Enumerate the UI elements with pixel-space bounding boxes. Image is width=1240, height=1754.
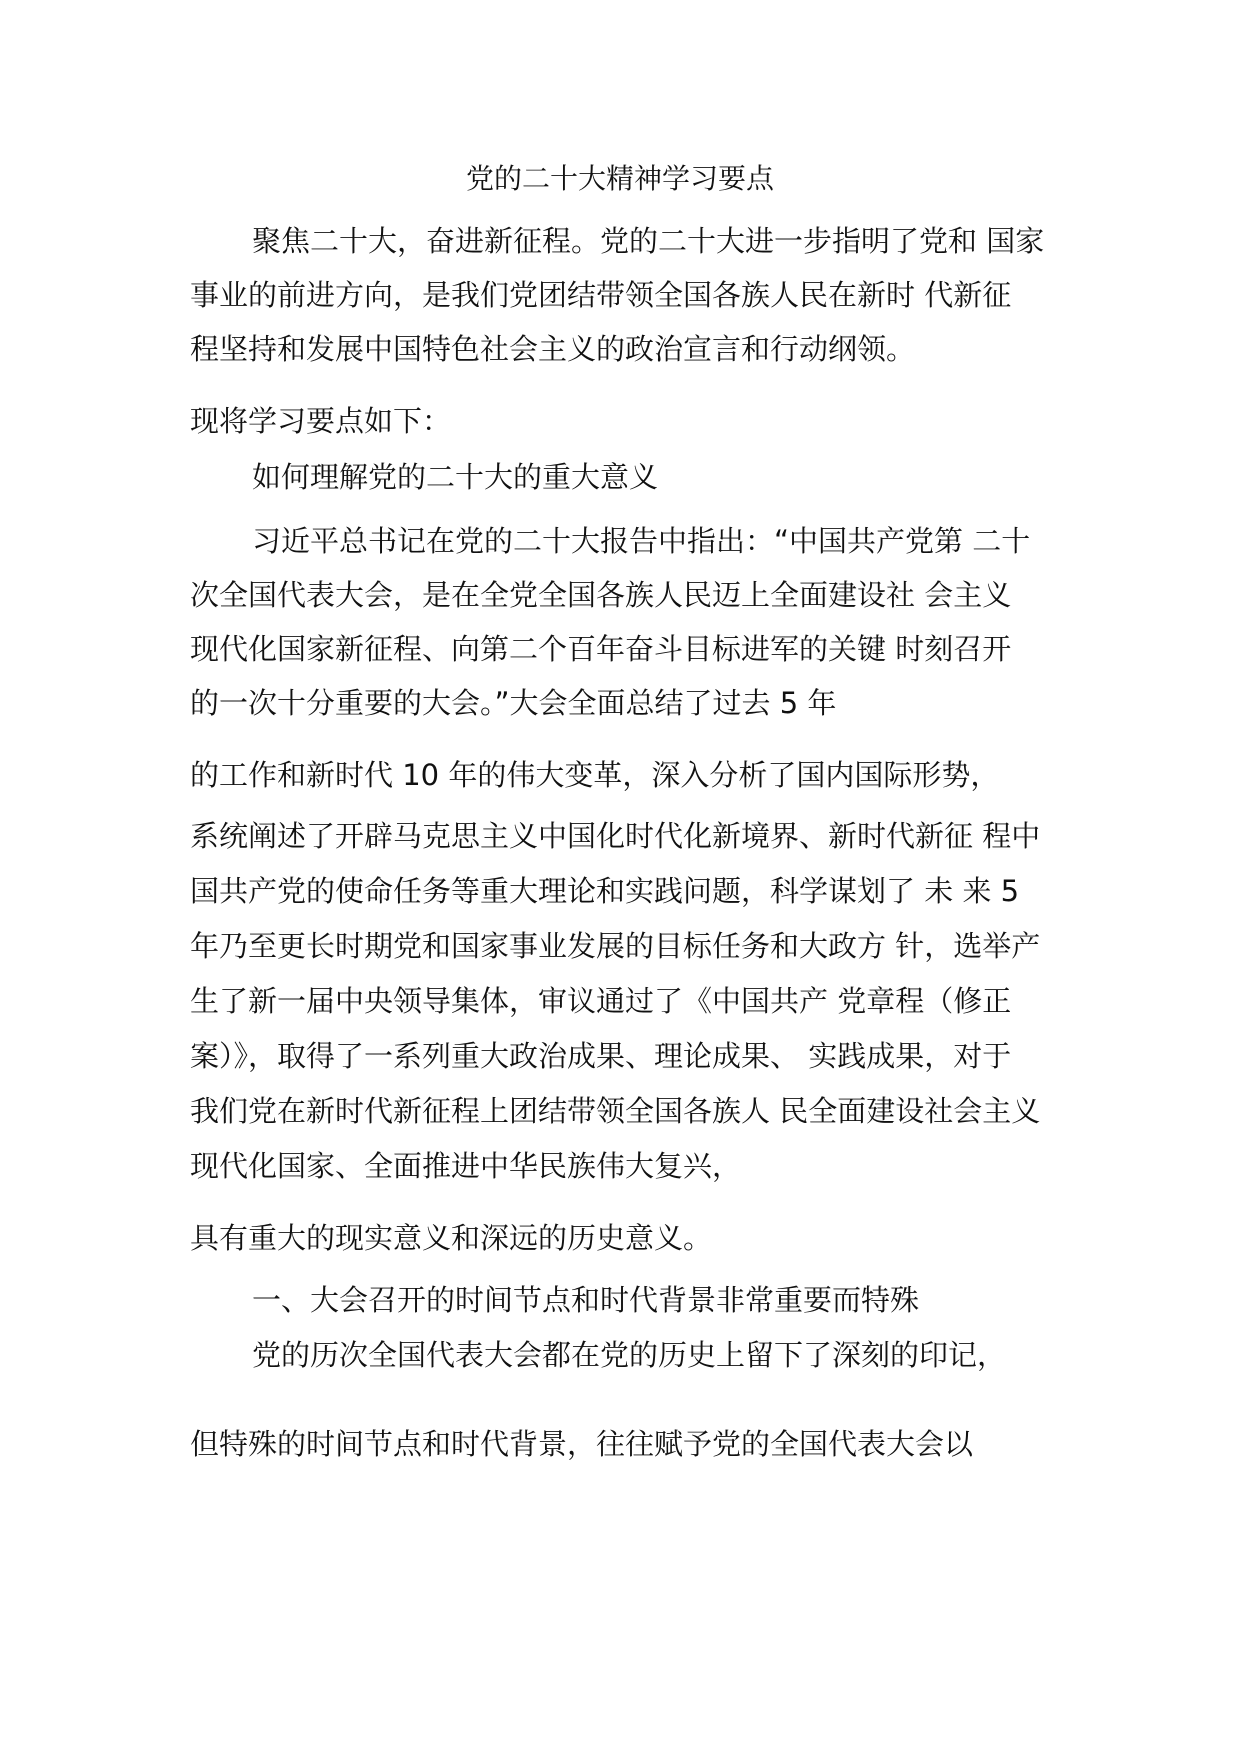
paragraph-line: 系统阐述了开辟马克思主义中国化时代化新境界、新时代新征 程中 — [190, 819, 1041, 853]
paragraph-line: 生了新一届中央领导集体，审议通过了《中国共产 党章程（修正 — [190, 984, 1012, 1018]
paragraph-line: 的工作和新时代 10 年的伟大变革，深入分析了国内国际形势， — [190, 758, 1000, 792]
paragraph-line: 事业的前进方向，是我们党团结带领全国各族人民在新时 代新征 — [190, 278, 1012, 312]
paragraph-line: 年乃至更长时期党和国家事业发展的目标任务和大政方 针，选举产 — [190, 929, 1041, 963]
paragraph-line: 次全国代表大会，是在全党全国各族人民迈上全面建设社 会主义 — [190, 578, 1012, 612]
paragraph-line: 案）》，取得了一系列重大政治成果、理论成果、 实践成果，对于 — [190, 1039, 1012, 1073]
paragraph-line: 的一次十分重要的大会。”大会全面总结了过去 5 年 — [190, 686, 837, 720]
section-heading: 一、大会召开的时间节点和时代背景非常重要而特殊 — [252, 1283, 920, 1317]
paragraph-line: 现将学习要点如下： — [190, 404, 452, 438]
paragraph-line: 习近平总书记在党的二十大报告中指出：“中国共产党第 二十 — [252, 524, 1031, 558]
paragraph-line: 聚焦二十大，奋进新征程。党的二十大进一步指明了党和 国家 — [252, 224, 1045, 258]
paragraph-line: 党的历次全国代表大会都在党的历史上留下了深刻的印记， — [252, 1338, 1007, 1372]
paragraph-line: 我们党在新时代新征程上团结带领全国各族人 民全面建设社会主义 — [190, 1094, 1041, 1128]
paragraph-line: 具有重大的现实意义和深远的历史意义。 — [190, 1221, 713, 1255]
document-title: 党的二十大精神学习要点 — [465, 162, 774, 195]
paragraph-line: 现代化国家新征程、向第二个百年奋斗目标进军的关键 时刻召开 — [190, 632, 1012, 666]
paragraph-line: 程坚持和发展中国特色社会主义的政治宣言和行动纲领。 — [190, 332, 916, 366]
section-heading: 如何理解党的二十大的重大意义 — [252, 460, 659, 494]
paragraph-line: 国共产党的使命任务等重大理论和实践问题，科学谋划了 未 来 5 — [190, 874, 1020, 908]
paragraph-line: 但特殊的时间节点和时代背景，往往赋予党的全国代表大会以 — [190, 1427, 974, 1461]
paragraph-line: 现代化国家、全面推进中华民族伟大复兴， — [190, 1149, 742, 1183]
